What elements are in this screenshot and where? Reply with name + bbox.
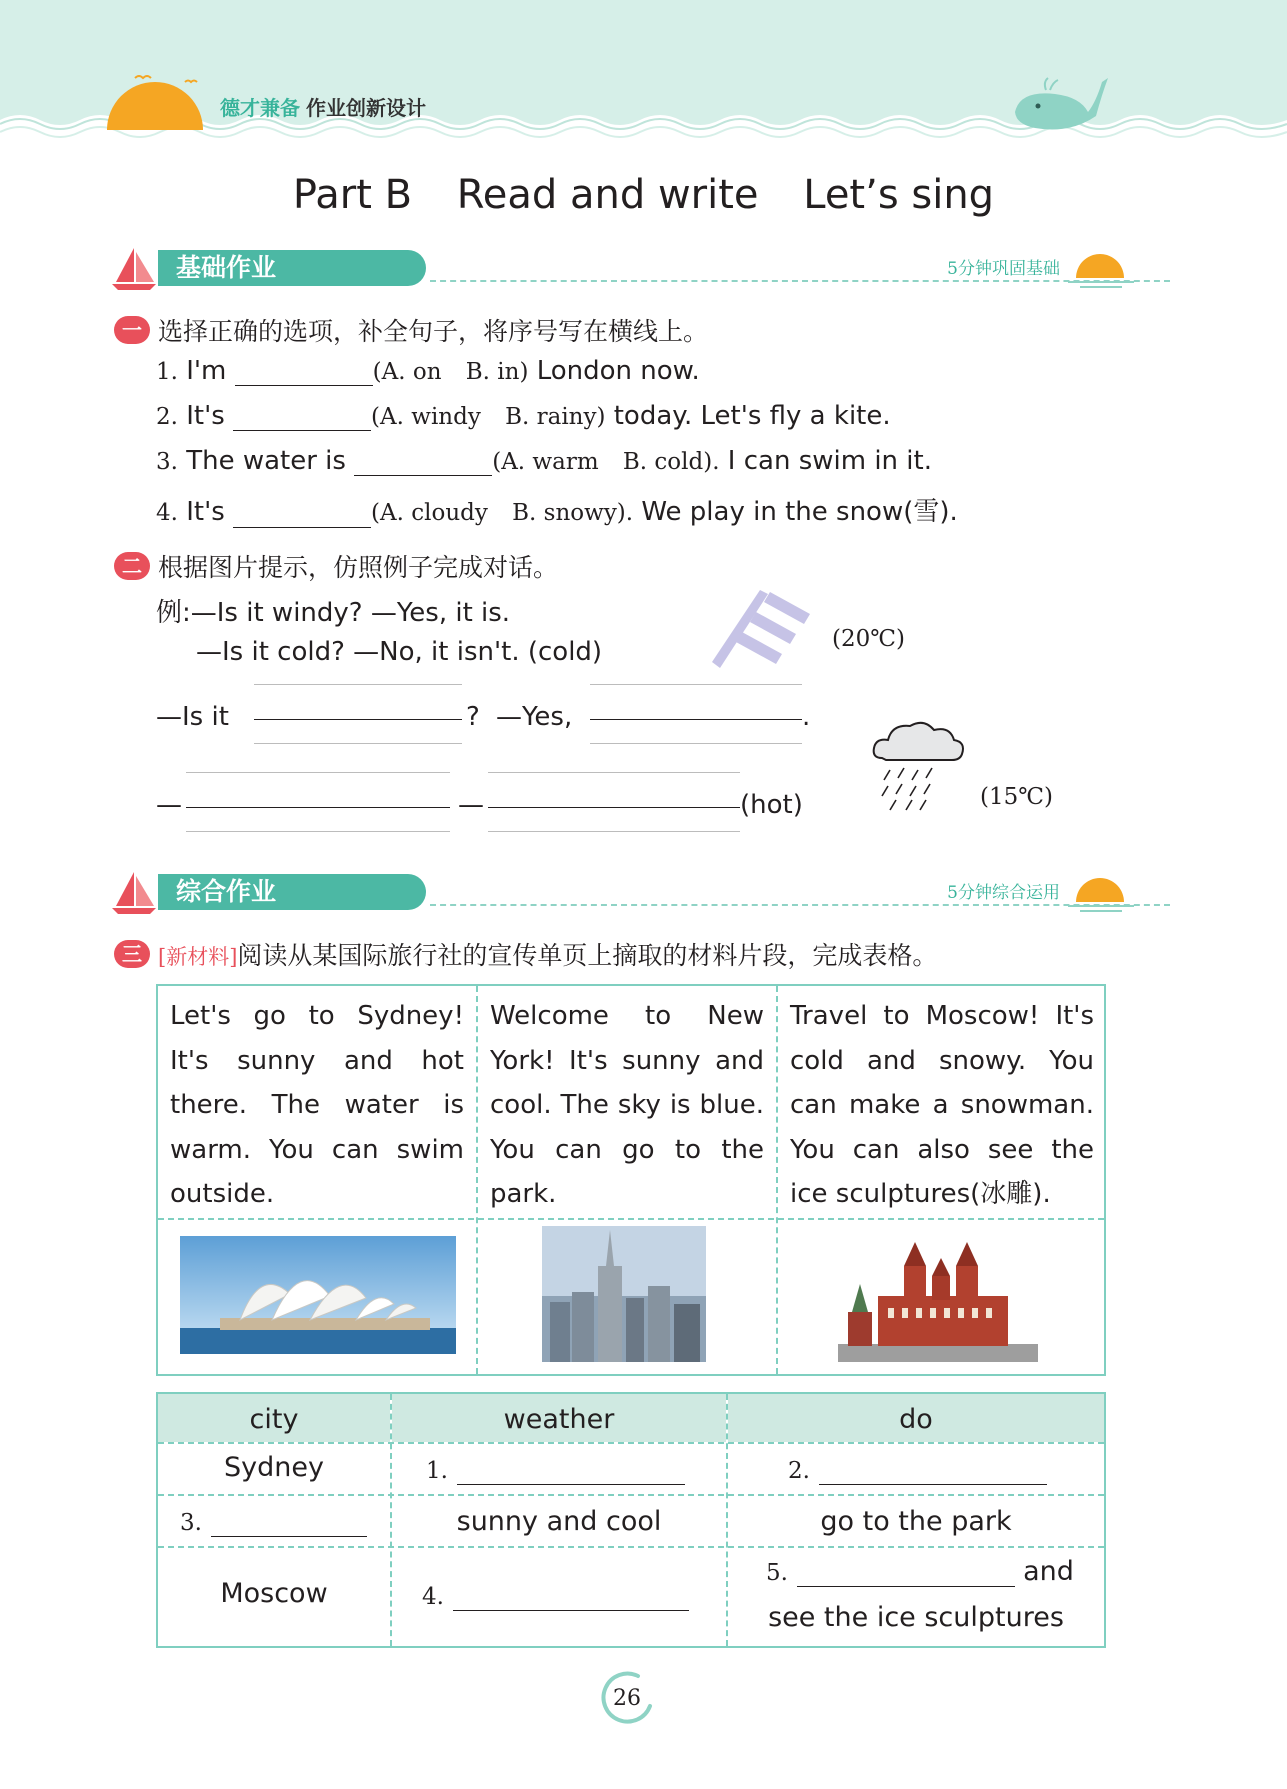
- temperature-20: (20℃): [832, 626, 905, 652]
- blank-number: 1.: [426, 1458, 448, 1484]
- hint-hot: (hot): [740, 790, 803, 820]
- answer-blank[interactable]: [211, 1510, 367, 1537]
- answer-grid[interactable]: [488, 772, 740, 832]
- sailboat-icon: [110, 868, 158, 916]
- cell-city-sydney: Sydney: [224, 1452, 324, 1483]
- blank-number: 5.: [766, 1560, 788, 1586]
- section-label: 综合作业: [158, 874, 426, 910]
- q1-item-4: [156, 491, 958, 528]
- option-b: B. snowy).: [512, 500, 634, 526]
- q2-instruction: 根据图片提示，仿照例子完成对话。: [158, 553, 559, 582]
- answer-blank[interactable]: [235, 359, 373, 386]
- passage-new-york: Welcome to New York! It's sunny and cool. The sky is blue. You can go to the park.: [490, 1001, 764, 1209]
- option-b: B. cold).: [622, 449, 720, 475]
- dialog-line-1-yes: —Yes,: [496, 702, 573, 732]
- brand-title: [220, 92, 426, 121]
- passage-sydney: Let's go to Sydney! It's sunny and hot there. The water is warm. You can swim outside.: [170, 1001, 464, 1209]
- row-divider: [158, 1442, 1104, 1444]
- q1-item-2: [156, 401, 891, 431]
- passage-moscow: Travel to Moscow! It's cold and snowy. You can make a snowman. You can also see the ice sculptures(冰雕).: [790, 1001, 1094, 1209]
- q3-badge: 三: [114, 940, 150, 968]
- option-a: (A. warm: [492, 449, 599, 475]
- item-after: I can swim in it.: [727, 446, 932, 476]
- column-divider: [776, 986, 778, 1374]
- cell-blank-1: [426, 1454, 685, 1485]
- blank-number: 4.: [422, 1584, 444, 1610]
- sunset-icon: [1066, 868, 1136, 916]
- option-b: B. rainy): [505, 404, 606, 430]
- period: .: [802, 702, 811, 732]
- example-dialog-2: —Is it cold? —No, it isn't. (cold): [196, 637, 603, 667]
- new-material-tag: [新材料]: [158, 945, 238, 969]
- cell-blank-5: [766, 1556, 1074, 1587]
- cell-do-ny: go to the park: [820, 1506, 1012, 1537]
- answer-blank[interactable]: [453, 1584, 689, 1611]
- item-before: It's: [186, 497, 225, 527]
- brand-dark: 作业创新设计: [306, 96, 426, 120]
- title-part: Part B: [292, 172, 413, 218]
- passage-table: [156, 984, 1106, 1376]
- moscow-museum-image: [838, 1236, 1038, 1362]
- brand-green: 德才兼备: [220, 96, 300, 120]
- word-and: and: [1023, 1556, 1074, 1587]
- q2-badge: 二: [114, 552, 150, 580]
- answer-blank[interactable]: [797, 1560, 1015, 1587]
- page-number: 26: [613, 1686, 641, 1711]
- header-weather: weather: [392, 1394, 726, 1442]
- option-a: (A. on: [372, 359, 442, 385]
- section-banner-basic: [110, 244, 1150, 292]
- temperature-15: (15℃): [980, 784, 1053, 810]
- q1-badge: 一: [114, 316, 150, 344]
- q1-item-1: [156, 356, 700, 386]
- wind-icon: [712, 590, 812, 670]
- q3-instruction: 阅读从某国际旅行社的宣传单页上摘取的材料片段，完成表格。: [237, 941, 938, 970]
- sydney-opera-house-image: [180, 1236, 456, 1354]
- column-divider: [476, 986, 478, 1374]
- item-number: 1.: [156, 359, 178, 385]
- example-line-1: [156, 592, 510, 629]
- blank-number: 2.: [788, 1458, 810, 1484]
- option-a: (A. windy: [371, 404, 481, 430]
- sailboat-icon: [110, 244, 158, 292]
- row-divider: [158, 1218, 1104, 1220]
- page-title: [0, 172, 1287, 218]
- section-tip: 5分钟巩固基础: [947, 259, 1060, 279]
- item-before: It's: [186, 401, 225, 431]
- cell-blank-4: [422, 1580, 689, 1611]
- section-divider: [430, 280, 1170, 282]
- option-b: B. in): [465, 359, 529, 385]
- item-before: I'm: [186, 356, 227, 386]
- header-city: city: [158, 1394, 390, 1442]
- dialog-line-1-prefix: —Is it: [156, 702, 229, 732]
- q1-item-3: [156, 446, 932, 476]
- answer-grid[interactable]: [254, 684, 462, 744]
- answer-blank[interactable]: [233, 501, 371, 528]
- example-dialog-1: —Is it windy? —Yes, it is.: [190, 598, 511, 628]
- dialog-line-2-dash-b: —: [458, 790, 484, 820]
- q1-instruction: 选择正确的选项，补全句子，将序号写在横线上。: [158, 317, 709, 346]
- row-divider: [158, 1546, 1104, 1548]
- answer-blank[interactable]: [457, 1458, 685, 1485]
- q3-instruction-line: [158, 936, 937, 972]
- section-label: 基础作业: [158, 250, 426, 286]
- cell-weather-ny: sunny and cool: [456, 1506, 662, 1537]
- item-after: We play in the snow(雪).: [641, 497, 958, 527]
- cell-blank-2: [788, 1454, 1047, 1485]
- answer-grid[interactable]: [590, 684, 802, 744]
- item-number: 3.: [156, 449, 178, 475]
- cell-city-moscow: Moscow: [220, 1578, 328, 1609]
- item-after: today. Let's fly a kite.: [613, 401, 891, 431]
- answer-grid[interactable]: [186, 772, 450, 832]
- option-a: (A. cloudy: [371, 500, 488, 526]
- example-label: 例:: [156, 598, 191, 628]
- section-divider: [430, 904, 1170, 906]
- whale-icon: [1010, 72, 1110, 132]
- item-number: 4.: [156, 500, 178, 526]
- row-divider: [158, 1494, 1104, 1496]
- blank-number: 3.: [180, 1510, 202, 1536]
- cell-blank-3: [180, 1506, 367, 1537]
- dialog-line-2-dash: —: [156, 790, 182, 820]
- item-before: The water is: [186, 446, 346, 476]
- answer-blank[interactable]: [819, 1458, 1047, 1485]
- new-york-skyline-image: [542, 1226, 706, 1362]
- header-do: do: [728, 1394, 1104, 1442]
- title-read-write: Read and write: [456, 172, 759, 218]
- item-number: 2.: [156, 404, 178, 430]
- cell-do-moscow: see the ice sculptures: [768, 1602, 1064, 1633]
- title-lets-sing: Let’s sing: [803, 172, 995, 218]
- sun-icon: [105, 72, 205, 130]
- question-mark: ?: [466, 702, 480, 732]
- answer-blank[interactable]: [354, 449, 492, 476]
- item-after: London now.: [536, 356, 700, 386]
- section-tip: 5分钟综合运用: [947, 883, 1060, 903]
- section-banner-comprehensive: [110, 868, 1150, 916]
- sunset-icon: [1066, 244, 1136, 292]
- answer-table: [156, 1392, 1106, 1648]
- answer-blank[interactable]: [233, 404, 371, 431]
- rain-cloud-icon: [868, 714, 968, 814]
